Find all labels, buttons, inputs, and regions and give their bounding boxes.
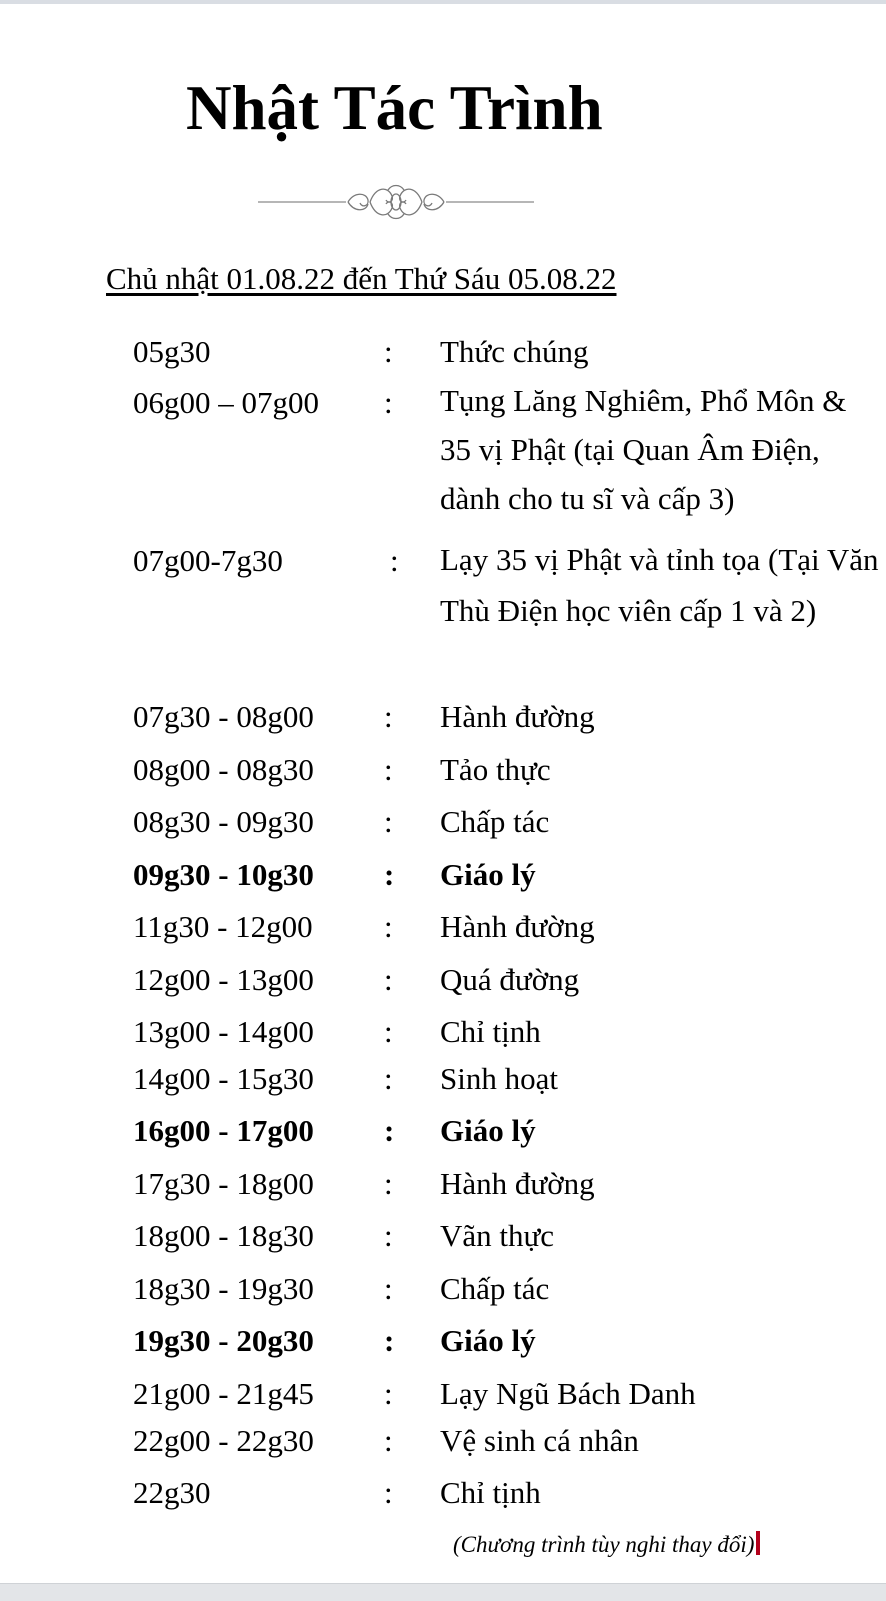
schedule-activity: Lạy Ngũ Bách Danh bbox=[440, 1376, 696, 1411]
schedule-time: 06g00 – 07g00 bbox=[133, 385, 319, 420]
schedule-separator: : bbox=[384, 1271, 393, 1306]
schedule-activity: Vãn thực bbox=[440, 1218, 555, 1253]
schedule-activity: Giáo lý bbox=[440, 1323, 536, 1358]
schedule-activity: Hành đường bbox=[440, 699, 595, 734]
schedule-time: 21g00 - 21g45 bbox=[133, 1376, 314, 1411]
schedule-activity: Vệ sinh cá nhân bbox=[440, 1423, 639, 1458]
schedule-activity: Lạy 35 vị Phật và tỉnh tọa (Tại Văn Thù Điện học viên cấp 1 và 2) bbox=[440, 542, 879, 628]
schedule-time: 11g30 - 12g00 bbox=[133, 909, 313, 944]
schedule-time: 16g00 - 17g00 bbox=[133, 1113, 314, 1148]
schedule-separator: : bbox=[384, 1475, 393, 1510]
date-range: Chủ nhật 01.08.22 đến Thứ Sáu 05.08.22 bbox=[106, 261, 617, 296]
schedule-activity: Chấp tác bbox=[440, 1271, 550, 1306]
schedule-activity: Tảo thực bbox=[440, 752, 551, 787]
schedule-separator: : bbox=[384, 1014, 393, 1049]
schedule-activity: Chỉ tịnh bbox=[440, 1475, 541, 1510]
note-text: (Chương trình tùy nghi thay đổi) bbox=[453, 1532, 755, 1557]
schedule-separator: : bbox=[384, 1113, 395, 1148]
schedule-time: 12g00 - 13g00 bbox=[133, 962, 314, 997]
schedule-separator: : bbox=[384, 1061, 393, 1096]
schedule-separator: : bbox=[384, 334, 393, 369]
schedule-separator: : bbox=[384, 1323, 395, 1358]
schedule-time: 07g30 - 08g00 bbox=[133, 699, 314, 734]
schedule-activity: Sinh hoạt bbox=[440, 1061, 558, 1096]
schedule-time: 05g30 bbox=[133, 334, 211, 369]
schedule-time: 07g00-7g30 bbox=[133, 543, 283, 578]
schedule-note bbox=[453, 1530, 760, 1560]
schedule-time: 17g30 - 18g00 bbox=[133, 1166, 314, 1201]
schedule-separator: : bbox=[384, 909, 393, 944]
schedule-activity: Giáo lý bbox=[440, 857, 536, 892]
schedule-activity: Hành đường bbox=[440, 909, 595, 944]
schedule-separator: : bbox=[384, 1218, 393, 1253]
schedule-time: 18g00 - 18g30 bbox=[133, 1218, 314, 1253]
schedule-separator: : bbox=[384, 1423, 393, 1458]
schedule-activity: Chỉ tịnh bbox=[440, 1014, 541, 1049]
schedule-time: 08g30 - 09g30 bbox=[133, 804, 314, 839]
schedule-separator: : bbox=[390, 543, 399, 578]
schedule-separator: : bbox=[384, 857, 395, 892]
schedule-separator: : bbox=[384, 752, 393, 787]
schedule-activity: Giáo lý bbox=[440, 1113, 536, 1148]
schedule-time: 22g30 bbox=[133, 1475, 211, 1510]
schedule-time: 08g00 - 08g30 bbox=[133, 752, 314, 787]
schedule-separator: : bbox=[384, 385, 393, 420]
schedule-activity: Chấp tác bbox=[440, 804, 550, 839]
schedule-activity: Tụng Lăng Nghiêm, Phổ Môn & 35 vị Phật (tại Quan Âm Điện, dành cho tu sĩ và cấp 3) bbox=[440, 383, 847, 516]
floral-ornament-icon bbox=[258, 180, 534, 224]
schedule-separator: : bbox=[384, 1166, 393, 1201]
schedule-time: 18g30 - 19g30 bbox=[133, 1271, 314, 1306]
schedule-separator: : bbox=[384, 804, 393, 839]
schedule-time: 13g00 - 14g00 bbox=[133, 1014, 314, 1049]
schedule-separator: : bbox=[384, 699, 393, 734]
text-cursor-mark bbox=[756, 1531, 760, 1555]
schedule-activity: Hành đường bbox=[440, 1166, 595, 1201]
schedule-activity: Thức chúng bbox=[440, 334, 589, 369]
schedule-time: 09g30 - 10g30 bbox=[133, 857, 314, 892]
page-title: Nhật Tác Trình bbox=[186, 73, 603, 143]
schedule-activity: Quá đường bbox=[440, 962, 580, 997]
schedule-separator: : bbox=[384, 962, 393, 997]
schedule-time: 14g00 - 15g30 bbox=[133, 1061, 314, 1096]
schedule-time: 22g00 - 22g30 bbox=[133, 1423, 314, 1458]
top-edge bbox=[0, 0, 886, 4]
schedule-separator: : bbox=[384, 1376, 393, 1411]
bottom-bar bbox=[0, 1583, 886, 1601]
schedule-time: 19g30 - 20g30 bbox=[133, 1323, 314, 1358]
